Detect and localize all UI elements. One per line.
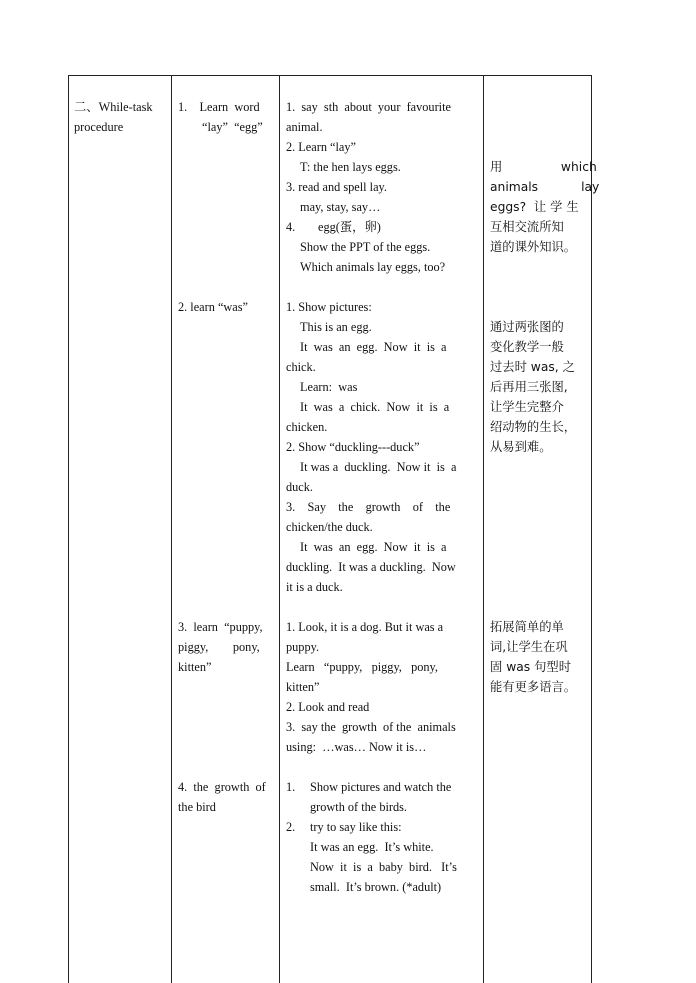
list-number: 4. xyxy=(286,220,296,234)
note-line: 拓展简单的单 xyxy=(490,620,564,634)
column-divider-3 xyxy=(483,75,484,983)
activity-line: duck. xyxy=(286,480,313,494)
activity-line: This is an egg. xyxy=(300,320,372,334)
lesson-plan-table xyxy=(68,75,600,983)
activity-line: it is a duck. xyxy=(286,580,343,594)
note-line: 能有更多语言。 xyxy=(490,680,577,694)
step-title-line: 1. Learn word xyxy=(178,100,260,114)
step-title-line: 4. the growth of xyxy=(178,780,266,794)
step-title-line: 3. learn “puppy, xyxy=(178,620,263,634)
note-line: 互相交流所知 xyxy=(490,220,564,234)
note-line: animals lay xyxy=(490,180,600,194)
list-number: 2. xyxy=(286,820,296,834)
step-4-title xyxy=(178,777,274,817)
table-right-border xyxy=(591,75,592,983)
note-line: 固 was 句型时 xyxy=(490,660,572,674)
step-2-title xyxy=(178,297,274,317)
activity-line: may, stay, say… xyxy=(300,200,381,214)
activity-line: using: …was… Now it is… xyxy=(286,740,427,754)
activity-line: try to say like this: xyxy=(310,820,402,834)
step-3-note xyxy=(490,617,585,697)
step-4-activities xyxy=(286,777,477,897)
activity-line: small. It’s brown. (*adult) xyxy=(310,880,442,894)
activity-line: 2. Look and read xyxy=(286,700,370,714)
note-line: 让学生完整介 xyxy=(490,400,564,414)
activity-line: T: the hen lays eggs. xyxy=(300,160,401,174)
step-1-activities xyxy=(286,97,477,277)
note-line: 词,让学生在巩 xyxy=(490,640,568,654)
activity-line: It was an egg. Now it is a xyxy=(300,340,447,354)
activity-line: egg(蛋，卵) xyxy=(318,220,381,234)
activity-line: Which animals lay eggs, too? xyxy=(300,260,446,274)
step-title-line: “lay” “egg” xyxy=(202,120,263,134)
list-number: 1. xyxy=(286,780,296,794)
activity-line: It was a duckling. Now it is a xyxy=(300,460,457,474)
note-line: eggs? 让 学 生 xyxy=(490,200,579,214)
column-divider-1 xyxy=(171,75,172,983)
note-line: 道的课外知识。 xyxy=(490,240,577,254)
step-title-line: kitten” xyxy=(178,660,212,674)
activity-line: It was a chick. Now it is a xyxy=(300,400,450,414)
activity-line: chick. xyxy=(286,360,316,374)
activity-line: chicken/the duck. xyxy=(286,520,373,534)
activity-line: 1. Look, it is a dog. But it was a xyxy=(286,620,444,634)
activity-line: Show the PPT of the eggs. xyxy=(300,240,431,254)
activity-line: Now it is a baby bird. It’s xyxy=(310,860,457,874)
activity-line: 3. Say the growth of the xyxy=(286,500,451,514)
note-line: 绍动物的生长， xyxy=(490,420,577,434)
activity-line: 3. say the growth of the animals xyxy=(286,720,456,734)
step-1-title xyxy=(178,97,274,137)
activity-line: puppy. xyxy=(286,640,320,654)
activity-line: 2. Learn “lay” xyxy=(286,140,356,154)
step-title-line: the bird xyxy=(178,800,216,814)
activity-line: Learn: was xyxy=(300,380,358,394)
activity-line: kitten” xyxy=(286,680,320,694)
activity-line: 1. Show pictures: xyxy=(286,300,372,314)
table-top-border xyxy=(68,75,592,76)
activity-line: duckling. It was a duckling. Now xyxy=(286,560,456,574)
activity-line: 2. Show “duckling---duck” xyxy=(286,440,420,454)
note-line: 用 which xyxy=(490,160,597,174)
step-3-title xyxy=(178,617,274,677)
step-title-line: 2. learn “was” xyxy=(178,300,248,314)
step-title-line: piggy, pony, xyxy=(178,640,260,654)
stage-label-line: 二、While-task xyxy=(74,100,153,114)
activity-line: 3. read and spell lay. xyxy=(286,180,387,194)
column-divider-2 xyxy=(279,75,280,983)
note-line: 从易到难。 xyxy=(490,440,552,454)
note-line: 通过两张图的 xyxy=(490,320,564,334)
activity-line: 1. say sth about your favourite xyxy=(286,100,451,114)
note-line: 变化教学一般 xyxy=(490,340,564,354)
step-1-note xyxy=(490,157,600,257)
step-3-activities xyxy=(286,617,477,757)
stage-label-line: procedure xyxy=(74,120,124,134)
activity-line: chicken. xyxy=(286,420,328,434)
activity-line: growth of the birds. xyxy=(310,800,407,814)
step-2-activities xyxy=(286,297,477,597)
table-left-border xyxy=(68,75,69,983)
note-line: 后再用三张图, xyxy=(490,380,568,394)
activity-line: Learn “puppy, piggy, pony, xyxy=(286,660,438,674)
activity-line: animal. xyxy=(286,120,323,134)
note-line: 过去时 was, 之 xyxy=(490,360,575,374)
step-2-note xyxy=(490,317,585,457)
activity-line: Show pictures and watch the xyxy=(310,780,452,794)
stage-label xyxy=(74,97,166,137)
activity-line: It was an egg. It’s white. xyxy=(310,840,434,854)
activity-line: It was an egg. Now it is a xyxy=(300,540,447,554)
